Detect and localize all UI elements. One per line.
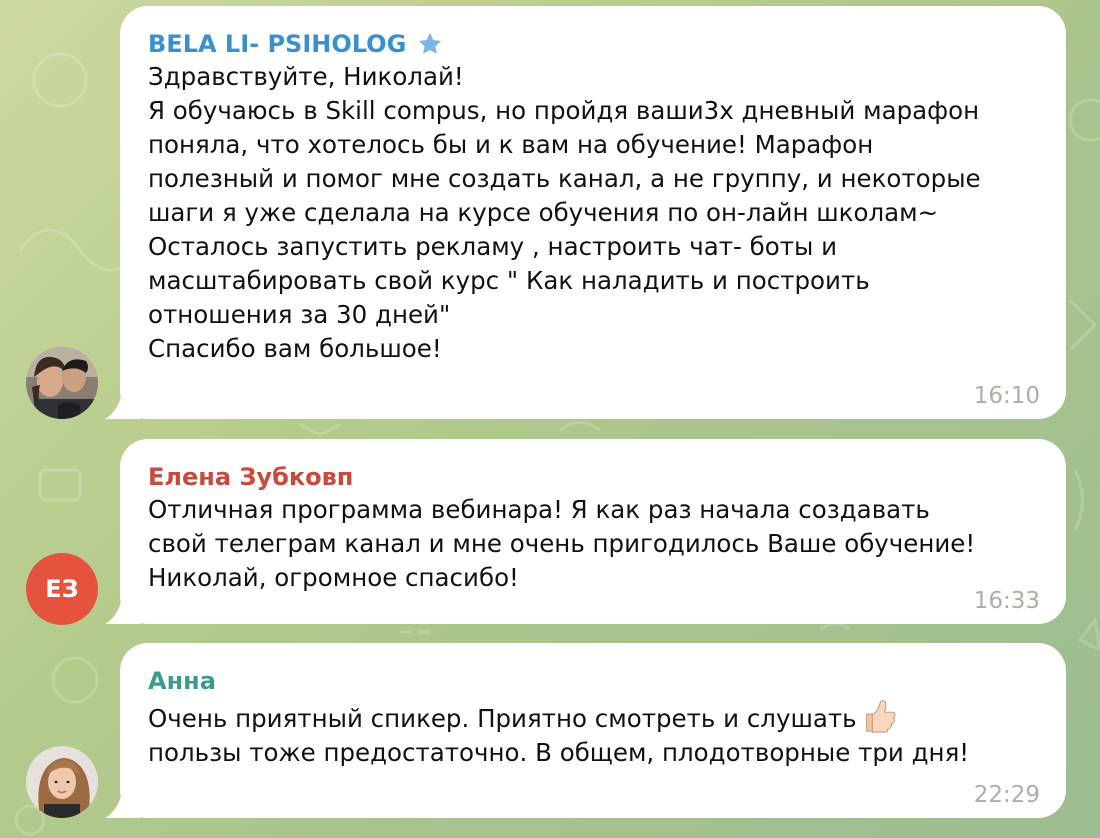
message-bubble <box>120 439 1066 624</box>
message-text: Очень приятный спикер. Приятно смотреть и слушать <box>148 704 857 733</box>
bubble-tail <box>101 389 141 419</box>
sender-name-text[interactable]: Анна <box>148 667 216 695</box>
avatar-initials: ЕЗ <box>45 575 79 603</box>
sender-name-text[interactable]: Елена Зубковп <box>148 463 354 491</box>
message-text-line: Я обучаюсь в Skill compus, но пройдя ваши3х дневный марафон <box>148 96 980 125</box>
sender-name[interactable] <box>148 28 1036 60</box>
message-text-line: полезный и помог мне создать канал, а не группу, и некоторые <box>148 164 981 193</box>
message-time: 22:29 <box>973 782 1040 808</box>
avatar[interactable] <box>26 553 98 625</box>
message-text-line: шаги я уже сделала на курсе обучения по он-лайн школам~ <box>148 198 939 227</box>
sender-name-text[interactable]: BELA LI- PSIHOLOG <box>148 30 407 58</box>
avatar[interactable] <box>26 746 98 818</box>
message-text-line: Осталось запустить рекламу , настроить чат- боты и <box>148 232 838 261</box>
message-text-line: поняла, что хотелось бы и к вам на обучение! Марафон <box>148 130 874 159</box>
bubble-tail <box>101 788 141 818</box>
message-text-line: Спасибо вам большое! <box>148 334 442 363</box>
message-text-line <box>148 697 1036 736</box>
message-bubble <box>120 643 1066 818</box>
star-icon <box>416 30 444 58</box>
thumbs-up-icon <box>859 697 897 735</box>
message-text-line: масштабировать свой курс " Как наладить и построить <box>148 266 870 295</box>
sender-name[interactable] <box>148 461 1036 493</box>
message-time: 16:10 <box>973 383 1040 409</box>
message-text-line: свой телеграм канал и мне очень пригодилось Ваше обучение! <box>148 529 976 558</box>
message-text-line: Отличная программа вебинара! Я как раз начала создавать <box>148 495 930 524</box>
message-text-line: отношения за 30 дней" <box>148 300 451 329</box>
message-bubble <box>120 6 1066 419</box>
avatar[interactable] <box>26 347 98 419</box>
message-text-line: Николай, огромное спасибо! <box>148 563 519 592</box>
message-text-line: Здравствуйте, Николай! <box>148 62 464 91</box>
woman-photo <box>26 746 98 818</box>
couple-photo <box>26 347 98 419</box>
bubble-tail <box>101 594 141 624</box>
message-time: 16:33 <box>973 588 1040 614</box>
sender-name[interactable] <box>148 665 1036 697</box>
message-text-line: пользы тоже предостаточно. В общем, плодотворные три дня! <box>148 738 970 767</box>
